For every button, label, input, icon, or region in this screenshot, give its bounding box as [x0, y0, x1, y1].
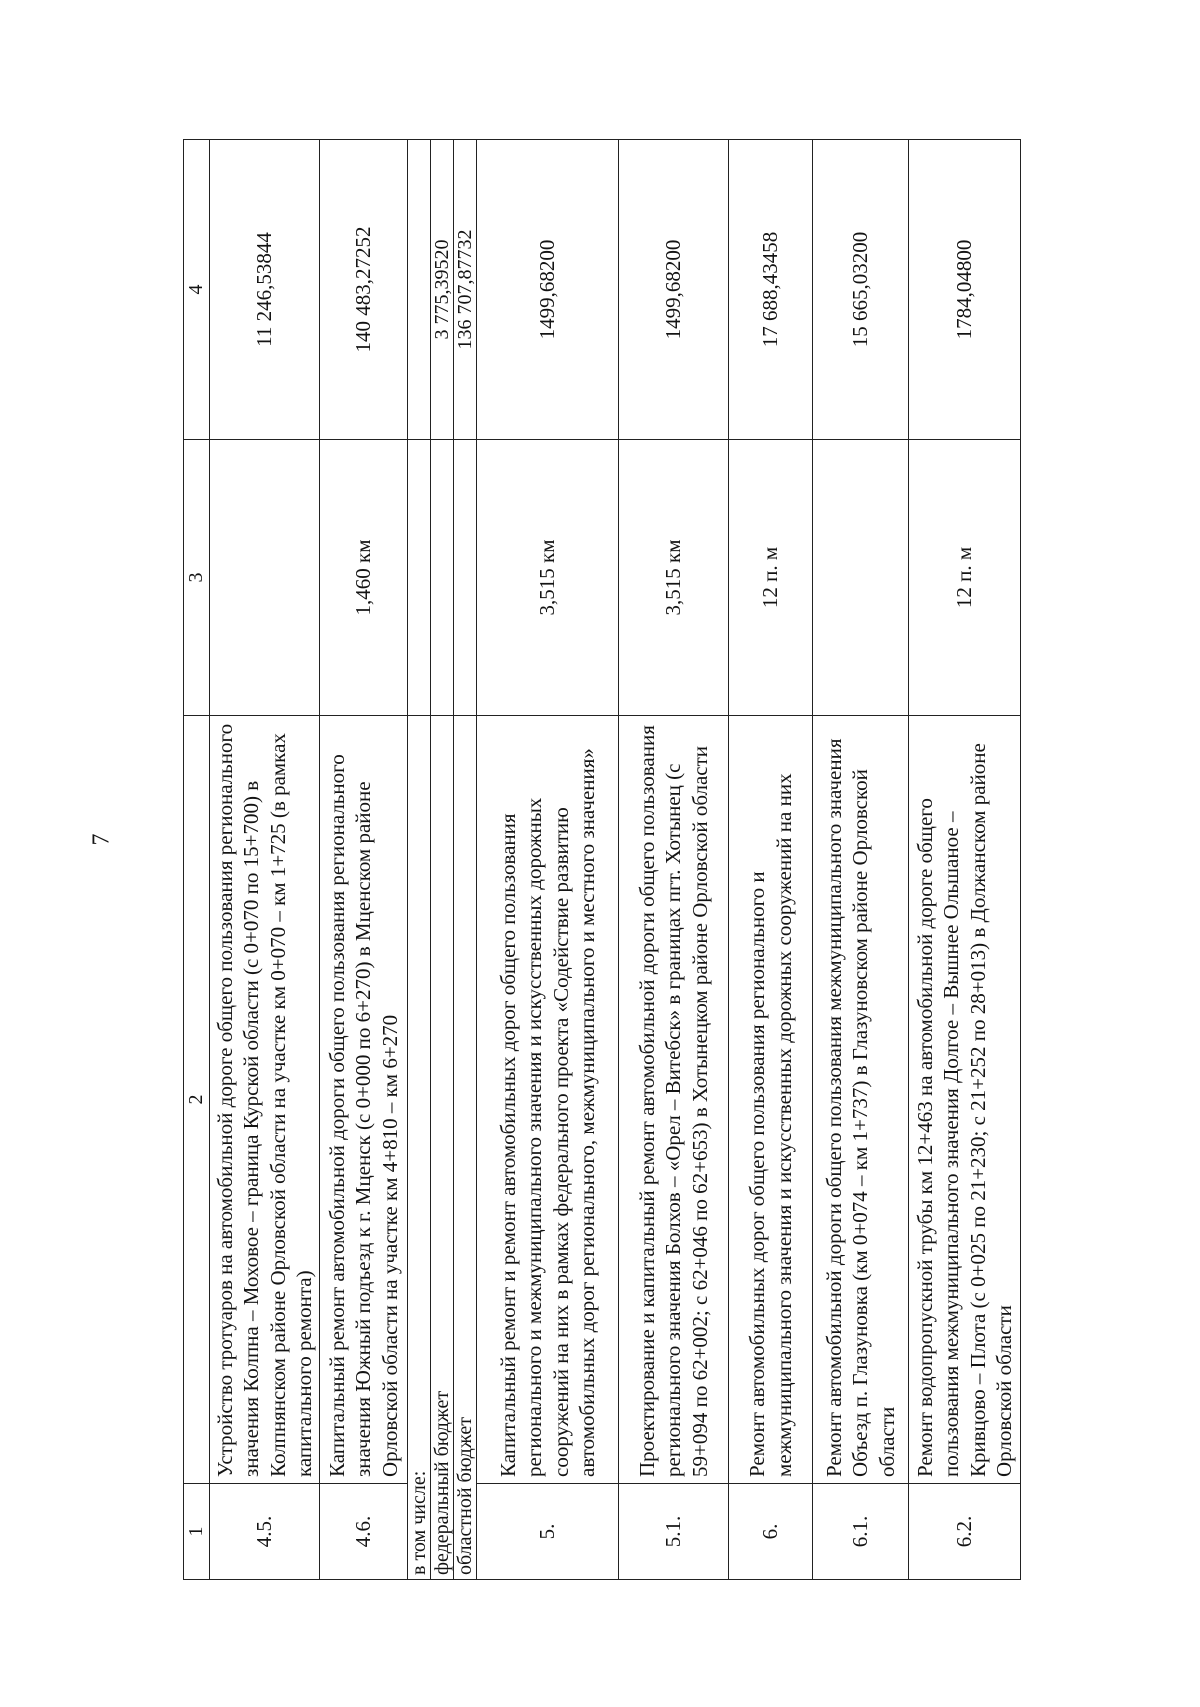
subtotal-heading-row: [408, 140, 431, 1580]
row-description: Устройство тротуаров на автомобильной дороге общего пользования регионального значения Колпна – Моховое – граница Курской области (с 0+070 по 15+700) в Колпнянском районе Орловской области на участке км 0+070 – км 1+725 (в рамках капитального ремонта): [210, 716, 320, 1484]
row-description: Ремонт автомобильных дорог общего пользования регионального и межмуниципального значения и искусственных дорожных сооружений на них: [729, 716, 813, 1484]
row-number: 6.: [729, 1484, 813, 1580]
budget-table: [183, 139, 1021, 1580]
subtotal-label: областной бюджет: [454, 716, 477, 1580]
row-quantity: 12 п. м: [909, 440, 1021, 716]
rotated-table-container: [183, 140, 1083, 1580]
subtotal-empty-cell: [408, 140, 431, 440]
subtotal-row: [431, 140, 454, 1580]
column-header: 1: [184, 1484, 210, 1580]
table-header-row: [184, 140, 210, 1580]
row-description: Ремонт автомобильной дороги общего пользования межмуниципального значения Объезд п. Глазуновка (км 0+074 – км 1+737) в Глазуновском районе Орловской области: [813, 716, 909, 1484]
row-number: 4.5.: [210, 1484, 320, 1580]
row-sum: 11 246,53844: [210, 140, 320, 440]
row-quantity: [813, 440, 909, 716]
subtotal-heading: в том числе:: [408, 716, 431, 1580]
row-quantity: [210, 440, 320, 716]
table-row: [210, 140, 320, 1580]
row-number: 5.1.: [619, 1484, 729, 1580]
subtotal-empty-cell: [454, 440, 477, 716]
row-description: Проектирование и капитальный ремонт автомобильной дороги общего пользования регионального значения Болхов – «Орел – Витебск» в границах пгт. Хотынец (с 59+094 по 62+002; с 62+046 по 62+653) в Хотынецком районе Орловской области: [619, 716, 729, 1484]
table-row: [813, 140, 909, 1580]
column-header: 4: [184, 140, 210, 440]
row-number: 6.1.: [813, 1484, 909, 1580]
row-quantity: 3,515 км: [477, 440, 619, 716]
row-quantity: 12 п. м: [729, 440, 813, 716]
row-description: Капитальный ремонт и ремонт автомобильных дорог общего пользования регионального и межмуниципального значения и искусственных дорожных сооружений на них в рамках федерального проекта «Содействие развитию автомобильных дорог регионального, межмуниципального и местного значения»: [477, 716, 619, 1484]
row-sum: 1499,68200: [477, 140, 619, 440]
column-header: 2: [184, 716, 210, 1484]
row-number: 4.6.: [320, 1484, 408, 1580]
table-row: [729, 140, 813, 1580]
subtotal-row: [454, 140, 477, 1580]
table-row: [909, 140, 1021, 1580]
subtotal-sum: 136 707,87732: [454, 140, 477, 440]
page-number: 7: [88, 833, 115, 846]
subtotal-empty-cell: [431, 440, 454, 716]
row-quantity: 1,460 км: [320, 440, 408, 716]
row-description: Капитальный ремонт автомобильной дороги общего пользования регионального значения Южный подъезд к г. Мценск (с 0+000 по 6+270) в Мценском районе Орловской области на участке км 4+810 – км 6+270: [320, 716, 408, 1484]
table-row: [320, 140, 408, 1580]
subtotal-sum: 3 775,39520: [431, 140, 454, 440]
row-sum: 140 483,27252: [320, 140, 408, 440]
column-header: 3: [184, 440, 210, 716]
row-number: 6.2.: [909, 1484, 1021, 1580]
row-sum: 15 665,03200: [813, 140, 909, 440]
row-sum: 1499,68200: [619, 140, 729, 440]
row-sum: 17 688,43458: [729, 140, 813, 440]
subtotal-label: федеральный бюджет: [431, 716, 454, 1580]
table-row: [477, 140, 619, 1580]
row-quantity: 3,515 км: [619, 440, 729, 716]
row-number: 5.: [477, 1484, 619, 1580]
row-description: Ремонт водопропускной трубы км 12+463 на автомобильной дороге общего пользования межмуниципального значения Долгое – Вышнее Ольшаное – Кривцово – Плота (с 0+025 по 21+230; с 21+252 по 28+013) в Должанском районе Орловской области: [909, 716, 1021, 1484]
table-row: [619, 140, 729, 1580]
subtotal-empty-cell: [408, 440, 431, 716]
row-sum: 1784,04800: [909, 140, 1021, 440]
